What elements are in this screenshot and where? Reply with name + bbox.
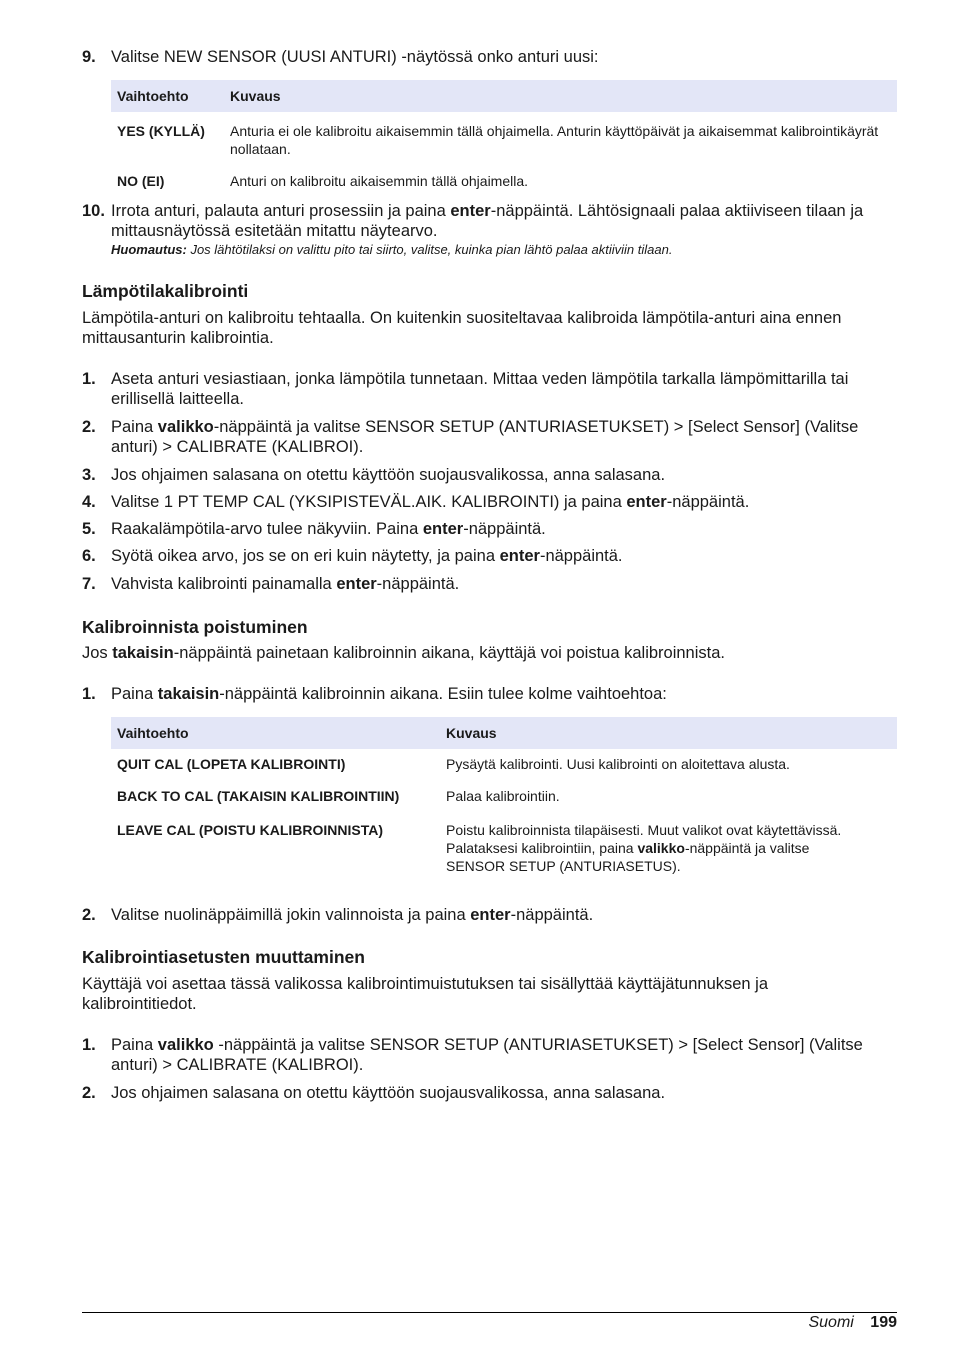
description-cell	[440, 780, 897, 812]
column-header-description: Kuvaus	[224, 80, 897, 112]
step-number: 5.	[82, 520, 96, 538]
section-heading-calibration-options: Kalibrointiasetusten muuttaminen	[82, 947, 365, 967]
options-step-2	[82, 1083, 897, 1103]
option-cell: QUIT CAL (LOPETA KALIBROINTI)	[117, 756, 346, 772]
description-cell	[440, 812, 897, 882]
text-run: -näppäintä.	[510, 906, 594, 924]
table-row	[111, 780, 897, 812]
temp-step-1	[82, 369, 897, 409]
exit-options-table	[111, 717, 897, 882]
step-text	[111, 465, 897, 485]
text-run: -näppäintä.	[463, 520, 546, 538]
key-name: enter	[470, 906, 511, 924]
key-name: enter	[422, 520, 464, 538]
step-text	[111, 684, 897, 704]
step-number: 3.	[82, 466, 96, 484]
text-run: Syötä oikea arvo, jos se on eri kuin näytetty, ja paina	[111, 547, 500, 565]
new-sensor-options-table	[111, 80, 897, 197]
footer-rule	[82, 1312, 897, 1313]
section-intro: Lämpötila-anturi on kalibroitu tehtaalla. On kuitenkin suositeltavaa kalibroida lämpötila-anturi aina ennen mittausanturin kalibrointia.	[82, 309, 842, 347]
step-number: 4.	[82, 493, 96, 511]
step-text	[111, 492, 897, 512]
step-number: 7.	[82, 575, 96, 593]
temp-step-6	[82, 546, 897, 566]
key-name: enter	[336, 575, 377, 593]
note-text: Jos lähtötilaksi on valittu pito tai siirto, valitse, kuinka pian lähtö palaa aktiiviin tilaan.	[186, 242, 673, 257]
step-number: 2.	[82, 1084, 96, 1102]
key-name: takaisin	[157, 685, 220, 703]
temp-step-7	[82, 574, 897, 594]
option-cell: LEAVE CAL (POISTU KALIBROINNISTA)	[117, 822, 383, 838]
text-run: -näppäintä ja valitse SENSOR SETUP (ANTURIASETUS).	[446, 840, 810, 874]
step-text	[111, 1035, 897, 1075]
column-header-option: Vaihtoehto	[111, 717, 440, 749]
text-run: -näppäintä.	[666, 493, 750, 511]
table-header-row	[111, 717, 897, 749]
text-run: Valitse 1 PT TEMP CAL (YKSIPISTEVÄL.AIK. KALIBROINTI) ja paina	[111, 493, 627, 511]
step-number: 9.	[82, 48, 96, 66]
description-cell	[440, 749, 897, 780]
table-row	[111, 812, 897, 882]
section-heading-exit-calibration: Kalibroinnista poistuminen	[82, 617, 308, 637]
step-text	[111, 546, 897, 566]
text-run: Paina	[111, 418, 158, 436]
text-run: Paina	[111, 685, 158, 703]
text-run: -näppäintä kalibroinnin aikana. Esiin tulee kolme vaihtoehtoa:	[219, 685, 667, 703]
exit-step-2	[82, 905, 897, 925]
footer-language: Suomi	[808, 1314, 854, 1331]
description-cell: Anturia ei ole kalibroitu aikaisemmin tällä ohjaimella. Anturin käyttöpäivät ja aikaisemmat kalibrointikäyrät nollataan.	[230, 123, 879, 157]
description-cell: Anturi on kalibroitu aikaisemmin tällä ohjaimella.	[230, 173, 529, 189]
text-run: Palaa kalibrointiin.	[446, 788, 560, 804]
key-name: enter	[499, 547, 540, 565]
column-header-option: Vaihtoehto	[111, 80, 224, 112]
step-number: 1.	[82, 370, 96, 388]
step-number: 1.	[82, 685, 96, 703]
step-number: 2.	[82, 418, 96, 436]
key-name: valikko	[157, 418, 214, 436]
step-9	[82, 47, 897, 67]
text-run: Poistu kalibroinnista tilapäisesti. Muut valikot ovat käytettävissä. Palataksesi kalibrointiin, paina	[446, 822, 842, 856]
text-run: -näppäintä. Lähtösignaali palaa aktiiviseen tilaan ja mittausnäytössä esitetään mitattu näytearvo.	[111, 202, 864, 240]
text-run: Pysäytä kalibrointi. Uusi kalibrointi on aloitettava alusta.	[446, 756, 790, 772]
table-row	[111, 165, 897, 197]
text-run: Jos	[82, 644, 113, 662]
page-footer	[808, 1313, 897, 1333]
step-text: Valitse NEW SENSOR (UUSI ANTURI) -näytössä onko anturi uusi:	[111, 48, 599, 66]
step-number: 10.	[82, 202, 105, 220]
text-run: Valitse nuolinäppäimillä jokin valinnoista ja paina	[111, 906, 471, 924]
table-row	[111, 749, 897, 780]
text-run: Paina	[111, 1036, 158, 1054]
temp-step-3	[82, 465, 897, 485]
text-run: Aseta anturi vesiastiaan, jonka lämpötila tunnetaan. Mittaa veden lämpötila tarkalla lämpömittarilla tai erillisellä laitteella.	[111, 370, 849, 408]
step-text	[111, 417, 897, 457]
text-run: Irrota anturi, palauta anturi prosessiin ja paina	[111, 202, 451, 220]
key-name: enter	[450, 202, 491, 220]
text-run: -näppäintä.	[539, 547, 623, 565]
step-number: 6.	[82, 547, 96, 565]
step-number: 2.	[82, 906, 96, 924]
key-name: valikko	[157, 1036, 214, 1054]
step-text	[111, 905, 897, 925]
text-run: -näppäintä painetaan kalibroinnin aikana, käyttäjä voi poistua kalibroinnista.	[173, 644, 725, 662]
text-run: Jos ohjaimen salasana on otettu käyttöön suojausvalikossa, anna salasana.	[111, 1084, 666, 1102]
step-text	[111, 369, 897, 409]
step-10	[82, 201, 897, 258]
key-name: valikko	[637, 840, 685, 856]
option-cell: BACK TO CAL (TAKAISIN KALIBROINTIIN)	[117, 788, 400, 804]
key-name: takaisin	[112, 644, 174, 662]
note	[111, 241, 897, 258]
step-number: 1.	[82, 1036, 96, 1054]
text-run: Jos ohjaimen salasana on otettu käyttöön suojausvalikossa, anna salasana.	[111, 466, 666, 484]
table-row	[111, 112, 897, 165]
text-run: -näppäintä ja valitse SENSOR SETUP (ANTURIASETUKSET) > [Select Sensor] (Valitse anturi) > CALIBRATE (KALIBROI).	[111, 1036, 863, 1074]
exit-step-1	[82, 684, 897, 704]
key-name: enter	[626, 493, 667, 511]
section-intro	[82, 643, 882, 663]
step-text	[111, 519, 897, 539]
option-cell: NO (EI)	[117, 173, 165, 189]
text-run: -näppäintä.	[376, 575, 460, 593]
column-header-description: Kuvaus	[440, 717, 897, 749]
note-label: Huomautus:	[111, 242, 187, 257]
step-text	[111, 574, 897, 594]
options-step-1	[82, 1035, 897, 1075]
section-heading-temperature-calibration: Lämpötilakalibrointi	[82, 281, 249, 301]
temp-step-4	[82, 492, 897, 512]
table-header-row	[111, 80, 897, 112]
page-number: 199	[870, 1314, 897, 1331]
step-text	[111, 1083, 897, 1103]
step-text	[111, 201, 897, 241]
temp-step-2	[82, 417, 897, 457]
text-run: Raakalämpötila-arvo tulee näkyviin. Paina	[111, 520, 423, 538]
text-run: -näppäintä ja valitse SENSOR SETUP (ANTURIASETUKSET) > [Select Sensor] (Valitse anturi) > CALIBRATE (KALIBROI).	[111, 418, 859, 456]
section-intro: Käyttäjä voi asettaa tässä valikossa kalibrointimuistutuksen tai sisällyttää käyttäjätunnuksen ja kalibrointitiedot.	[82, 975, 769, 1013]
option-cell: YES (KYLLÄ)	[117, 123, 205, 139]
text-run: Vahvista kalibrointi painamalla	[111, 575, 337, 593]
temp-step-5	[82, 519, 897, 539]
